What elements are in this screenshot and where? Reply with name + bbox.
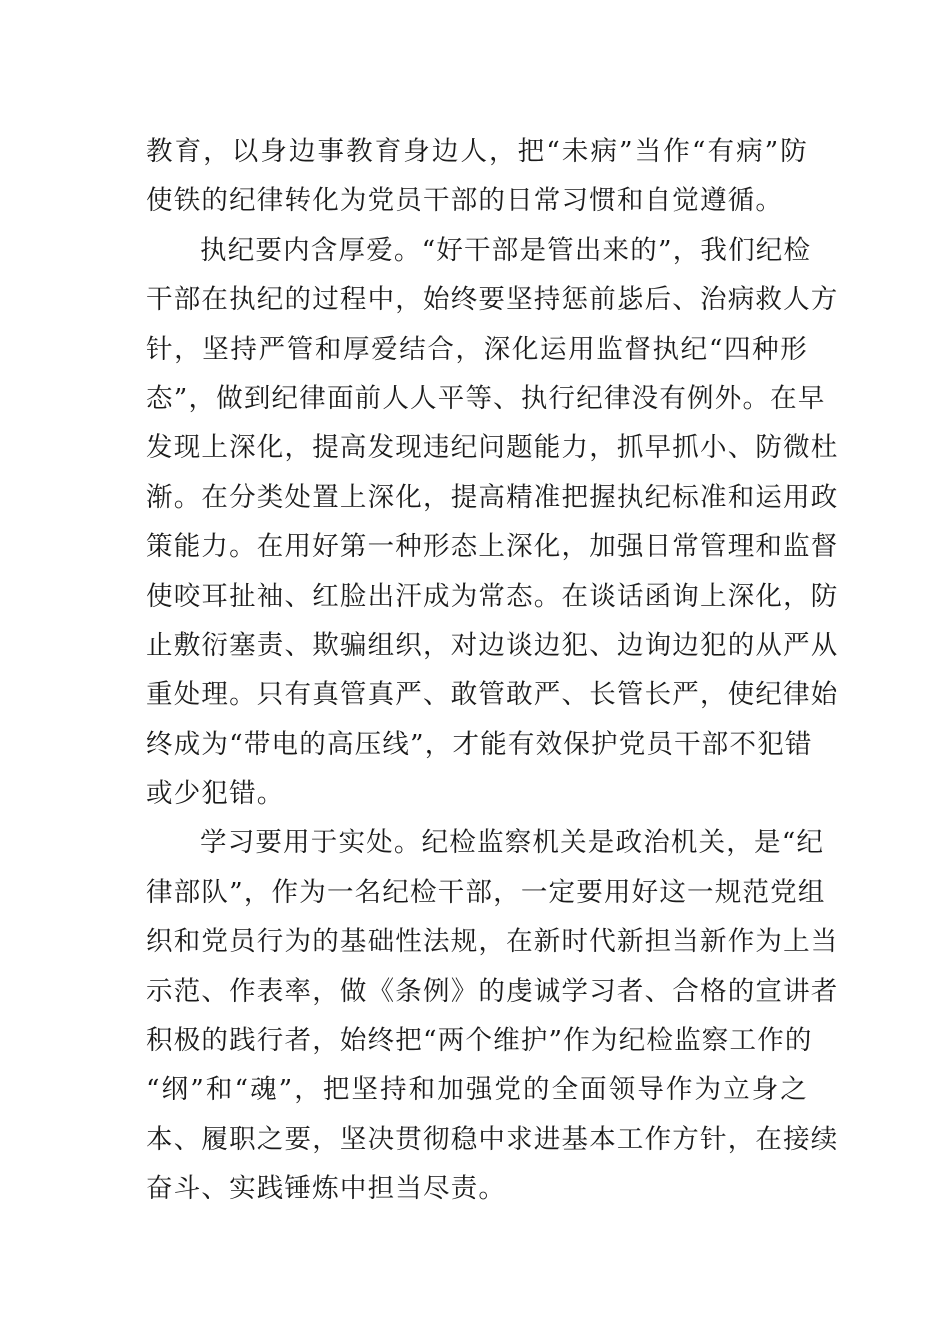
text-line: 执纪要内含厚爱。“好干部是管出来的”，我们纪检	[200, 234, 812, 266]
text-line: “纲”和“魂”，把坚持和加强党的全面领导作为立身之	[146, 1074, 808, 1106]
text-line: 干部在执纪的过程中，始终要坚持惩前毖后、治病救人方	[146, 284, 839, 316]
text-line: 使铁的纪律转化为党员干部的日常习惯和自觉遵循。	[146, 185, 784, 217]
paragraph-study-practice	[146, 818, 839, 1213]
text-line: 学习要用于实处。纪检监察机关是政治机关，是“纪	[200, 827, 825, 859]
text-line: 织和党员行为的基础性法规，在新时代新担当新作为上当	[146, 926, 839, 958]
text-line: 使咬耳扯袖、红脸出汗成为常态。在谈话函询上深化，防	[146, 580, 839, 612]
text-line: 积极的践行者，始终把“两个维护”作为纪检监察工作的	[146, 1025, 813, 1057]
text-line: 教育，以身边事教育身边人，把“未病”当作“有病”防	[146, 136, 808, 167]
text-line: 渐。在分类处置上深化，提高精准把握执纪标准和运用政	[146, 481, 839, 513]
paragraph-discipline-love	[146, 226, 839, 819]
text-line: 或少犯错。	[146, 778, 285, 810]
text-line: 终成为“带电的高压线”，才能有效保护党员干部不犯错	[146, 728, 813, 760]
text-line: 奋斗、实践锤炼中担当尽责。	[146, 1173, 507, 1205]
text-line: 本、履职之要，坚决贯彻稳中求进基本工作方针，在接续	[146, 1123, 839, 1155]
paragraph-continuation	[146, 127, 808, 226]
text-line: 止敷衍塞责、欺骗组织，对边谈边犯、边询边犯的从严从	[146, 629, 839, 661]
text-line: 态”，做到纪律面前人人平等、执行纪律没有例外。在早	[146, 382, 826, 414]
text-line: 重处理。只有真管真严、敢管敢严、长管长严，使纪律始	[146, 679, 839, 711]
text-line: 针，坚持严管和厚爱结合，深化运用监督执纪“四种形	[146, 333, 808, 365]
text-line: 示范、作表率，做《条例》的虔诚学习者、合格的宣讲者	[146, 975, 839, 1007]
text-line: 律部队”，作为一名纪检干部，一定要用好这一规范党组	[146, 876, 826, 908]
body-text	[146, 127, 839, 1214]
text-line: 策能力。在用好第一种形态上深化，加强日常管理和监督	[146, 531, 839, 563]
text-line: 发现上深化，提高发现违纪问题能力，抓早抓小、防微杜	[146, 432, 839, 464]
